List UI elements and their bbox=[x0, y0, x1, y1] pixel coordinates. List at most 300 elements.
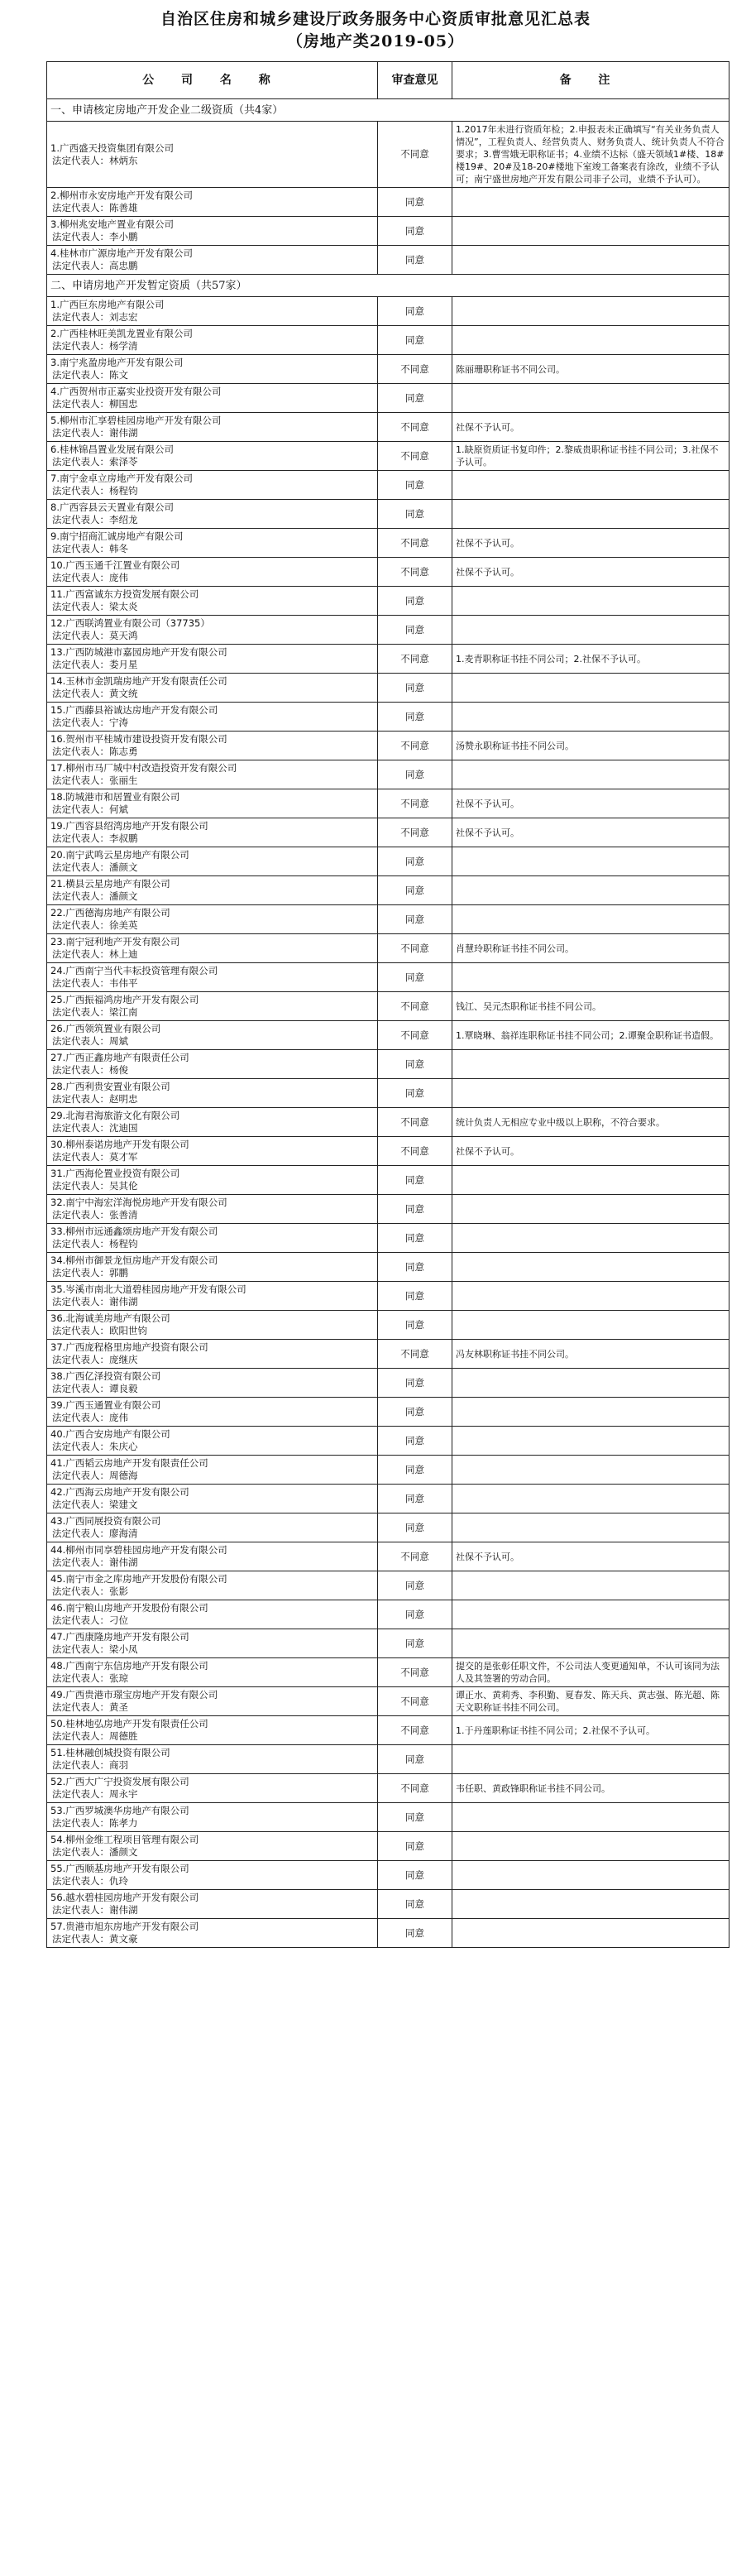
legal-representative: 法定代表人：潘颜文 bbox=[52, 890, 138, 902]
table-row bbox=[47, 1456, 729, 1485]
remark-cell bbox=[452, 587, 729, 616]
review-result: 不同意 bbox=[378, 122, 452, 188]
company-name: 36.北海诚美房地产有限公司 bbox=[50, 1312, 170, 1324]
remark-cell: 肖慧玲职称证书挂不同公司。 bbox=[452, 934, 729, 963]
company-cell bbox=[47, 471, 378, 500]
company-name: 22.广西德海房地产有限公司 bbox=[50, 907, 170, 919]
review-result: 不同意 bbox=[378, 355, 452, 384]
review-result: 同意 bbox=[378, 1282, 452, 1311]
company-cell bbox=[47, 1629, 378, 1658]
review-result: 不同意 bbox=[378, 1658, 452, 1687]
company-name: 57.贵港市旭东房地产开发有限公司 bbox=[50, 1921, 199, 1932]
company-name: 27.广西正鑫房地产有限责任公司 bbox=[50, 1052, 189, 1063]
review-result: 同意 bbox=[378, 905, 452, 934]
company-cell bbox=[47, 789, 378, 818]
review-result: 同意 bbox=[378, 760, 452, 789]
company-cell bbox=[47, 1513, 378, 1542]
table-header-row bbox=[47, 62, 729, 99]
remark-cell bbox=[452, 1311, 729, 1340]
table-row bbox=[47, 703, 729, 732]
company-name: 33.柳州市远通鑫颂房地产开发有限公司 bbox=[50, 1226, 218, 1237]
legal-representative: 法定代表人：娄月星 bbox=[52, 659, 138, 670]
remark-cell bbox=[452, 847, 729, 876]
company-cell bbox=[47, 818, 378, 847]
company-name: 47.广西康隆房地产开发有限公司 bbox=[50, 1631, 189, 1643]
company-name: 2.柳州市永安房地产开发有限公司 bbox=[50, 189, 193, 201]
company-name: 32.南宁中海宏洋海悦房地产开发有限公司 bbox=[50, 1197, 227, 1208]
review-result: 同意 bbox=[378, 876, 452, 905]
company-name: 29.北海君海旅游文化有限公司 bbox=[50, 1110, 180, 1121]
remark-cell bbox=[452, 1832, 729, 1861]
review-result: 同意 bbox=[378, 1600, 452, 1629]
review-result: 不同意 bbox=[378, 645, 452, 674]
legal-representative: 法定代表人：张善清 bbox=[52, 1209, 138, 1221]
remark-cell: 韦任职、黄政锋职称证书挂不同公司。 bbox=[452, 1774, 729, 1803]
company-cell bbox=[47, 1166, 378, 1195]
legal-representative: 法定代表人：刘志宏 bbox=[52, 311, 138, 323]
table-row bbox=[47, 1803, 729, 1832]
remark-cell: 1.麦青职称证书挂不同公司；2.社保不予认可。 bbox=[452, 645, 729, 674]
company-name: 11.广西富诚东方投资发展有限公司 bbox=[50, 588, 199, 600]
table-row bbox=[47, 847, 729, 876]
table-row bbox=[47, 1340, 729, 1369]
review-result: 同意 bbox=[378, 471, 452, 500]
table-row bbox=[47, 471, 729, 500]
legal-representative: 法定代表人：梁太炎 bbox=[52, 601, 138, 612]
table-row bbox=[47, 413, 729, 442]
company-cell bbox=[47, 246, 378, 275]
review-result: 同意 bbox=[378, 217, 452, 246]
table-row bbox=[47, 529, 729, 558]
company-name: 17.柳州市马厂城中村改造投资开发有限公司 bbox=[50, 762, 237, 774]
legal-representative: 法定代表人：杨程钧 bbox=[52, 1238, 138, 1250]
company-cell bbox=[47, 1079, 378, 1108]
company-cell bbox=[47, 1832, 378, 1861]
company-cell bbox=[47, 1253, 378, 1282]
company-cell bbox=[47, 1774, 378, 1803]
table-row bbox=[47, 963, 729, 992]
company-name: 43.广西同展投资有限公司 bbox=[50, 1515, 161, 1527]
company-name: 14.玉林市金凯瑞房地产开发有限责任公司 bbox=[50, 675, 227, 687]
remark-cell: 社保不予认可。 bbox=[452, 529, 729, 558]
company-cell bbox=[47, 1745, 378, 1774]
remark-cell bbox=[452, 326, 729, 355]
company-name: 39.广西玉通置业有限公司 bbox=[50, 1399, 161, 1411]
remark-cell bbox=[452, 1745, 729, 1774]
legal-representative: 法定代表人：梁江南 bbox=[52, 1006, 138, 1018]
document-title: 自治区住房和城乡建设厅政务服务中心资质审批意见汇总表 bbox=[160, 10, 591, 28]
company-name: 18.防城港市和居置业有限公司 bbox=[50, 791, 180, 803]
table-row bbox=[47, 1108, 729, 1137]
legal-representative: 法定代表人：陈孝力 bbox=[52, 1817, 138, 1829]
legal-representative: 法定代表人：莫才军 bbox=[52, 1151, 138, 1163]
review-result: 同意 bbox=[378, 326, 452, 355]
company-cell bbox=[47, 760, 378, 789]
table-row bbox=[47, 1253, 729, 1282]
legal-representative: 法定代表人：沈迪国 bbox=[52, 1122, 138, 1134]
review-result: 同意 bbox=[378, 616, 452, 645]
remark-cell: 1.覃晓琳、翁祥连职称证书挂不同公司；2.谭聚金职称证书造假。 bbox=[452, 1021, 729, 1050]
company-cell bbox=[47, 1658, 378, 1687]
company-cell bbox=[47, 384, 378, 413]
header-company: 公 司 名 称 bbox=[47, 62, 378, 99]
legal-representative: 法定代表人：韩冬 bbox=[52, 543, 128, 554]
remark-cell bbox=[452, 760, 729, 789]
company-name: 48.广西南宁东信房地产开发有限公司 bbox=[50, 1660, 208, 1672]
remark-cell bbox=[452, 188, 729, 217]
company-cell bbox=[47, 905, 378, 934]
company-cell bbox=[47, 1311, 378, 1340]
remark-cell bbox=[452, 1282, 729, 1311]
table-row bbox=[47, 1861, 729, 1890]
header-note: 备 注 bbox=[452, 62, 729, 99]
company-cell bbox=[47, 1861, 378, 1890]
company-cell bbox=[47, 1542, 378, 1571]
legal-representative: 法定代表人：周德海 bbox=[52, 1470, 138, 1481]
table-row bbox=[47, 355, 729, 384]
company-name: 44.柳州市同享碧桂园房地产开发有限公司 bbox=[50, 1544, 227, 1556]
remark-cell bbox=[452, 963, 729, 992]
company-cell bbox=[47, 500, 378, 529]
review-result: 同意 bbox=[378, 1571, 452, 1600]
company-name: 5.柳州市汇享碧桂园房地产开发有限公司 bbox=[50, 415, 222, 426]
remark-cell bbox=[452, 1079, 729, 1108]
company-name: 24.广西南宁当代丰耘投资管理有限公司 bbox=[50, 965, 218, 976]
remark-cell: 社保不予认可。 bbox=[452, 558, 729, 587]
table-row bbox=[47, 326, 729, 355]
legal-representative: 法定代表人：李小鹏 bbox=[52, 231, 138, 242]
review-result: 不同意 bbox=[378, 732, 452, 760]
remark-cell bbox=[452, 1485, 729, 1513]
review-result: 同意 bbox=[378, 1253, 452, 1282]
review-result: 同意 bbox=[378, 1079, 452, 1108]
table-row bbox=[47, 1195, 729, 1224]
remark-cell bbox=[452, 1456, 729, 1485]
review-result: 同意 bbox=[378, 384, 452, 413]
legal-representative: 法定代表人：潘颜文 bbox=[52, 1846, 138, 1858]
company-name: 6.桂林锦昌置业发展有限公司 bbox=[50, 444, 174, 455]
legal-representative: 法定代表人：杨学清 bbox=[52, 340, 138, 352]
review-result: 同意 bbox=[378, 1919, 452, 1948]
table-row bbox=[47, 558, 729, 587]
company-name: 25.广西振福鸿房地产开发有限公司 bbox=[50, 994, 199, 1005]
company-cell bbox=[47, 963, 378, 992]
remark-cell bbox=[452, 1571, 729, 1600]
company-name: 1.广西巨东房地产有限公司 bbox=[50, 299, 165, 310]
section-header-row bbox=[47, 99, 729, 122]
table-row bbox=[47, 1600, 729, 1629]
table-row bbox=[47, 616, 729, 645]
company-cell bbox=[47, 529, 378, 558]
review-result: 同意 bbox=[378, 500, 452, 529]
company-name: 1.广西盛天投资集团有限公司 bbox=[50, 142, 174, 154]
company-cell bbox=[47, 1600, 378, 1629]
table-row bbox=[47, 1079, 729, 1108]
company-name: 35.岑溪市南北大道碧桂园房地产开发有限公司 bbox=[50, 1283, 246, 1295]
legal-representative: 法定代表人：黄圣 bbox=[52, 1701, 128, 1713]
table-row bbox=[47, 587, 729, 616]
company-cell bbox=[47, 587, 378, 616]
remark-cell bbox=[452, 1600, 729, 1629]
review-result: 同意 bbox=[378, 1195, 452, 1224]
review-result: 同意 bbox=[378, 963, 452, 992]
legal-representative: 法定代表人：陈文 bbox=[52, 369, 128, 381]
remark-cell bbox=[452, 674, 729, 703]
company-name: 41.广西韬云房地产开发有限责任公司 bbox=[50, 1457, 208, 1469]
remark-cell bbox=[452, 471, 729, 500]
review-result: 同意 bbox=[378, 1861, 452, 1890]
company-cell bbox=[47, 616, 378, 645]
company-name: 30.柳州泰诺房地产开发有限公司 bbox=[50, 1139, 189, 1150]
company-name: 12.广西联鸿置业有限公司（37735） bbox=[50, 617, 210, 629]
legal-representative: 法定代表人：周斌 bbox=[52, 1035, 128, 1047]
company-cell bbox=[47, 876, 378, 905]
legal-representative: 法定代表人：何斌 bbox=[52, 804, 128, 815]
remark-cell bbox=[452, 876, 729, 905]
legal-representative: 法定代表人：林炳东 bbox=[52, 154, 138, 166]
remark-cell: 钱江、吴元杰职称证书挂不同公司。 bbox=[452, 992, 729, 1021]
review-result: 同意 bbox=[378, 1369, 452, 1398]
company-name: 10.广西玉通千江置业有限公司 bbox=[50, 559, 180, 571]
remark-cell: 社保不予认可。 bbox=[452, 1542, 729, 1571]
remark-cell bbox=[452, 703, 729, 732]
company-cell bbox=[47, 1716, 378, 1745]
table-row bbox=[47, 1050, 729, 1079]
company-cell bbox=[47, 1108, 378, 1137]
company-cell bbox=[47, 217, 378, 246]
remark-cell bbox=[452, 1861, 729, 1890]
table-row bbox=[47, 674, 729, 703]
review-result: 同意 bbox=[378, 847, 452, 876]
header-result: 审查意见 bbox=[378, 62, 452, 99]
legal-representative: 法定代表人：梁建文 bbox=[52, 1499, 138, 1510]
remark-cell: 冯友林职称证书挂不同公司。 bbox=[452, 1340, 729, 1369]
legal-representative: 法定代表人：庞继庆 bbox=[52, 1354, 138, 1365]
table-row bbox=[47, 1745, 729, 1774]
company-name: 52.广西大广宁投资发展有限公司 bbox=[50, 1776, 189, 1787]
review-result: 同意 bbox=[378, 297, 452, 326]
table-row bbox=[47, 789, 729, 818]
review-result: 同意 bbox=[378, 246, 452, 275]
company-cell bbox=[47, 1340, 378, 1369]
remark-cell: 提交的是张彰任职文件，不公司法人变更通知单，不认可该同为法人及其签署的劳动合同。 bbox=[452, 1658, 729, 1687]
table-row bbox=[47, 1919, 729, 1948]
legal-representative: 法定代表人：谢伟湖 bbox=[52, 427, 138, 439]
review-result: 同意 bbox=[378, 674, 452, 703]
company-cell bbox=[47, 674, 378, 703]
table-row bbox=[47, 1398, 729, 1427]
company-cell bbox=[47, 442, 378, 471]
remark-cell bbox=[452, 500, 729, 529]
remark-cell bbox=[452, 1369, 729, 1398]
legal-representative: 法定代表人：陈善雄 bbox=[52, 202, 138, 213]
document-subtitle: （房地产类2019-05） bbox=[286, 32, 465, 50]
company-cell bbox=[47, 297, 378, 326]
legal-representative: 法定代表人：仇玲 bbox=[52, 1875, 128, 1887]
legal-representative: 法定代表人：韦伟平 bbox=[52, 977, 138, 989]
remark-cell: 1.2017年未进行资质年检；2.申报表未正确填写“有关业务负责人情况”，工程负责人、经营负责人、财务负责人、统计负责人不符合要求；3.曹雪娥无职称证书；4.业绩不达标（盛天领域1#楼、18#楼19#、20#及18-20#楼地下室竣工备案表有涂改，业绩不予认可；南宁盛世房地产开发有限公司非子公司，业绩不予认可）。 bbox=[452, 122, 729, 188]
remark-cell bbox=[452, 1427, 729, 1456]
review-result: 同意 bbox=[378, 1311, 452, 1340]
legal-representative: 法定代表人：潘颜文 bbox=[52, 861, 138, 873]
remark-cell bbox=[452, 1513, 729, 1542]
table-row bbox=[47, 992, 729, 1021]
table-row bbox=[47, 1687, 729, 1716]
legal-representative: 法定代表人：谢伟湖 bbox=[52, 1296, 138, 1307]
table-row bbox=[47, 442, 729, 471]
company-cell bbox=[47, 703, 378, 732]
company-name: 50.桂林地弘房地产开发有限责任公司 bbox=[50, 1718, 208, 1729]
table-row bbox=[47, 1542, 729, 1571]
company-cell bbox=[47, 188, 378, 217]
company-name: 3.南宁兆盈房地产开发有限公司 bbox=[50, 357, 184, 368]
company-name: 34.柳州市御景龙恒房地产开发有限公司 bbox=[50, 1254, 218, 1266]
legal-representative: 法定代表人：黄文统 bbox=[52, 688, 138, 699]
table-row bbox=[47, 1282, 729, 1311]
legal-representative: 法定代表人：郭鹏 bbox=[52, 1267, 128, 1278]
legal-representative: 法定代表人：赵明忠 bbox=[52, 1093, 138, 1105]
company-name: 15.广西藤县裕诚达房地产开发有限公司 bbox=[50, 704, 218, 716]
legal-representative: 法定代表人：梁小凤 bbox=[52, 1643, 138, 1655]
table-row bbox=[47, 1166, 729, 1195]
table-row bbox=[47, 1137, 729, 1166]
company-name: 37.广西庞程格里房地产投资有限公司 bbox=[50, 1341, 208, 1353]
company-name: 4.桂林市广源房地产开发有限公司 bbox=[50, 247, 193, 259]
company-cell bbox=[47, 1571, 378, 1600]
company-name: 31.广西海伦置业投资有限公司 bbox=[50, 1168, 180, 1179]
table-row bbox=[47, 1571, 729, 1600]
table-row bbox=[47, 760, 729, 789]
legal-representative: 法定代表人：高忠鹏 bbox=[52, 260, 138, 271]
review-result: 同意 bbox=[378, 1629, 452, 1658]
review-result: 同意 bbox=[378, 1803, 452, 1832]
remark-cell bbox=[452, 1890, 729, 1919]
section-title: 二、申请房地产开发暂定资质（共57家） bbox=[47, 275, 729, 297]
review-result: 不同意 bbox=[378, 1137, 452, 1166]
company-cell bbox=[47, 1427, 378, 1456]
review-result: 同意 bbox=[378, 1485, 452, 1513]
company-cell bbox=[47, 1195, 378, 1224]
remark-cell bbox=[452, 384, 729, 413]
remark-cell: 1.缺原资质证书复印件；2.黎威贵职称证书挂不同公司；3.社保不予认可。 bbox=[452, 442, 729, 471]
legal-representative: 法定代表人：柳国忠 bbox=[52, 398, 138, 410]
company-name: 40.广西合安房地产有限公司 bbox=[50, 1428, 170, 1440]
company-cell bbox=[47, 1021, 378, 1050]
review-result: 不同意 bbox=[378, 934, 452, 963]
remark-cell bbox=[452, 616, 729, 645]
company-name: 16.贺州市平桂城市建设投资开发有限公司 bbox=[50, 733, 227, 745]
company-cell bbox=[47, 732, 378, 760]
review-result: 不同意 bbox=[378, 1021, 452, 1050]
company-name: 2.广西桂林旺美凯龙置业有限公司 bbox=[50, 328, 193, 339]
company-name: 55.广西顺基房地产开发有限公司 bbox=[50, 1863, 189, 1874]
company-cell bbox=[47, 1485, 378, 1513]
table-row bbox=[47, 732, 729, 760]
table-row bbox=[47, 500, 729, 529]
table-row bbox=[47, 217, 729, 246]
legal-representative: 法定代表人：陈志勇 bbox=[52, 746, 138, 757]
company-cell bbox=[47, 1456, 378, 1485]
company-name: 23.南宁冠利地产开发有限公司 bbox=[50, 936, 180, 947]
legal-representative: 法定代表人：庞伟 bbox=[52, 1412, 128, 1423]
remark-cell: 社保不予认可。 bbox=[452, 818, 729, 847]
company-name: 51.桂林融创城投资有限公司 bbox=[50, 1747, 170, 1758]
table-row bbox=[47, 1658, 729, 1687]
remark-cell: 汤赞永职称证书挂不同公司。 bbox=[452, 732, 729, 760]
remark-cell: 社保不予认可。 bbox=[452, 1137, 729, 1166]
company-cell bbox=[47, 992, 378, 1021]
review-result: 不同意 bbox=[378, 1108, 452, 1137]
remark-cell bbox=[452, 1050, 729, 1079]
remark-cell bbox=[452, 1195, 729, 1224]
table-row bbox=[47, 384, 729, 413]
company-name: 8.广西容县云天置业有限公司 bbox=[50, 501, 174, 513]
company-cell bbox=[47, 1803, 378, 1832]
table-row bbox=[47, 1369, 729, 1398]
table-row bbox=[47, 1224, 729, 1253]
legal-representative: 法定代表人：索泽苓 bbox=[52, 456, 138, 468]
legal-representative: 法定代表人：吴其伦 bbox=[52, 1180, 138, 1192]
table-row bbox=[47, 188, 729, 217]
review-result: 同意 bbox=[378, 1745, 452, 1774]
company-name: 4.广西贺州市正嘉实业投资开发有限公司 bbox=[50, 386, 222, 397]
review-result: 不同意 bbox=[378, 442, 452, 471]
company-name: 19.广西容县绍湾房地产开发有限公司 bbox=[50, 820, 208, 832]
legal-representative: 法定代表人：张影 bbox=[52, 1585, 128, 1597]
company-cell bbox=[47, 1137, 378, 1166]
company-cell bbox=[47, 122, 378, 188]
company-cell bbox=[47, 1919, 378, 1948]
remark-cell bbox=[452, 1253, 729, 1282]
review-result: 不同意 bbox=[378, 1542, 452, 1571]
legal-representative: 法定代表人：谭良毅 bbox=[52, 1383, 138, 1394]
remark-cell: 社保不予认可。 bbox=[452, 789, 729, 818]
review-result: 同意 bbox=[378, 1166, 452, 1195]
table-row bbox=[47, 1890, 729, 1919]
review-result: 同意 bbox=[378, 587, 452, 616]
section-header-row bbox=[47, 275, 729, 297]
legal-representative: 法定代表人：张丽生 bbox=[52, 775, 138, 786]
company-name: 9.南宁招商汇诚房地产有限公司 bbox=[50, 530, 184, 542]
legal-representative: 法定代表人：朱庆心 bbox=[52, 1441, 138, 1452]
review-result: 不同意 bbox=[378, 992, 452, 1021]
legal-representative: 法定代表人：周永宇 bbox=[52, 1788, 138, 1800]
table-row bbox=[47, 1629, 729, 1658]
review-result: 不同意 bbox=[378, 1340, 452, 1369]
review-result: 同意 bbox=[378, 1832, 452, 1861]
table-row bbox=[47, 122, 729, 188]
legal-representative: 法定代表人：廖海清 bbox=[52, 1528, 138, 1539]
review-result: 同意 bbox=[378, 1890, 452, 1919]
review-result: 不同意 bbox=[378, 1716, 452, 1745]
review-result: 同意 bbox=[378, 1513, 452, 1542]
table-row bbox=[47, 1485, 729, 1513]
company-cell bbox=[47, 1282, 378, 1311]
review-result: 同意 bbox=[378, 1456, 452, 1485]
company-cell bbox=[47, 847, 378, 876]
legal-representative: 法定代表人：莫天鸿 bbox=[52, 630, 138, 641]
table-row bbox=[47, 1774, 729, 1803]
company-name: 46.南宁粮山房地产开发股份有限公司 bbox=[50, 1602, 208, 1614]
remark-cell bbox=[452, 217, 729, 246]
company-name: 21.横县云星房地产有限公司 bbox=[50, 878, 170, 890]
legal-representative: 法定代表人：杨程钧 bbox=[52, 485, 138, 496]
legal-representative: 法定代表人：欧阳世钧 bbox=[52, 1325, 147, 1336]
company-name: 54.柳州金维工程项目管理有限公司 bbox=[50, 1834, 199, 1845]
legal-representative: 法定代表人：黄文豪 bbox=[52, 1933, 138, 1945]
company-name: 53.广西罗城澳华房地产有限公司 bbox=[50, 1805, 189, 1816]
review-result: 不同意 bbox=[378, 1687, 452, 1716]
